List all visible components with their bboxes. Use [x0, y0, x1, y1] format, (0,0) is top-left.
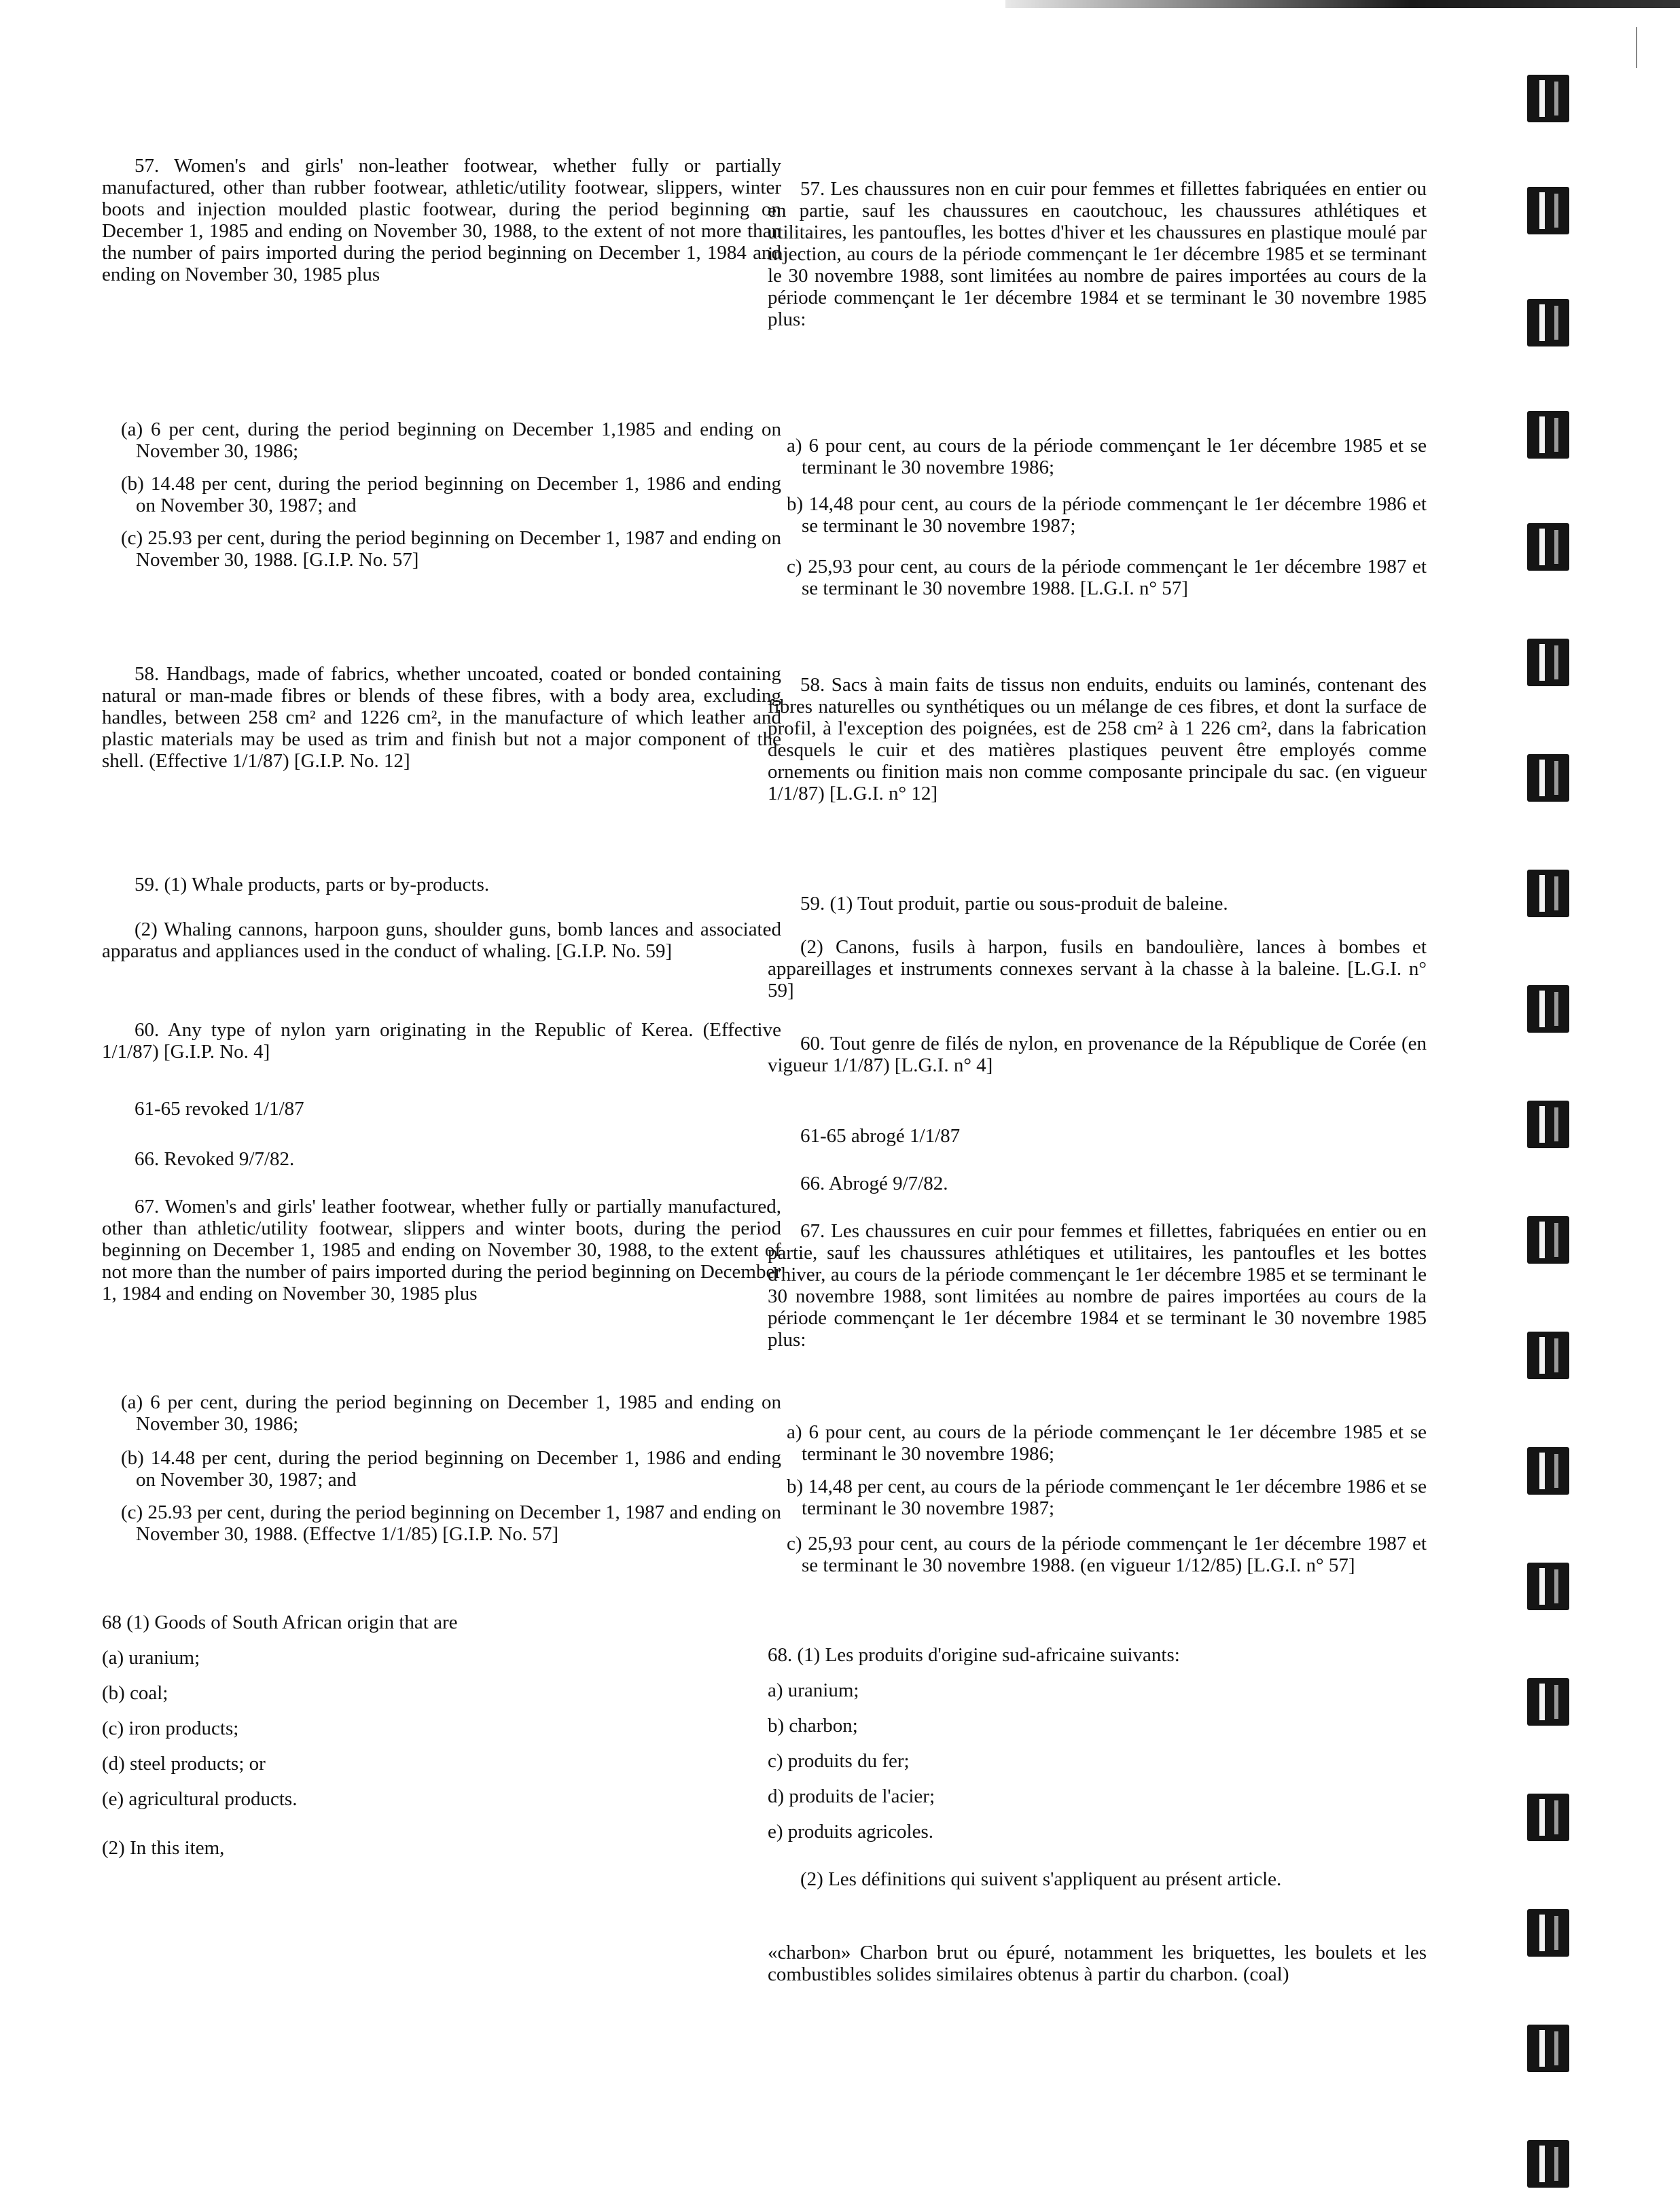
item-68-a-fr: a) uranium;: [768, 1679, 859, 1701]
item-68-2-en: (2) In this item,: [102, 1837, 225, 1859]
item-67c-en: (c) 25.93 per cent, during the period beginning on December 1, 1987 and ending on November 30, 1988. (Effectve 1/1/85) [G.I.P. No. 57]: [121, 1501, 781, 1545]
item-58-en: 58. Handbags, made of fabrics, whether uncoated, coated or bonded containing natural or man-made fibres or blends of these fibres, with a body area, excluding handles, between 258 cm² and 1226 cm², in the manufacture of which leather and plastic materials may be used as trim and finish but not a major component of the shell. (Effective 1/1/87) [G.I.P. No. 12]: [102, 663, 781, 772]
item-66-en: 66. Revoked 9/7/82.: [135, 1148, 295, 1170]
binding-ring: [1527, 1909, 1569, 1957]
binding-ring: [1527, 1447, 1569, 1495]
binding-ring: [1527, 75, 1569, 122]
item-57a-en: (a) 6 per cent, during the period beginning on December 1,1985 and ending on November 30, 1986;: [121, 419, 781, 462]
item-68-a-en: (a) uranium;: [102, 1647, 200, 1669]
binding-ring: [1527, 411, 1569, 459]
item-67-en: 67. Women's and girls' leather footwear, whether fully or partially manufactured, other than athletic/utility footwear, slippers and winter boots, during the period beginning on December 1, 1985 and ending on November 30, 1988, to the extent of not more than the number of pairs imported during the period beginning on December 1, 1984 and ending on November 30, 1985 plus: [102, 1196, 781, 1304]
item-68-1-en: 68 (1) Goods of South African origin that are: [102, 1612, 458, 1633]
item-68-1-fr: 68. (1) Les produits d'origine sud-africaine suivants:: [768, 1644, 1180, 1666]
binding-ring: [1527, 299, 1569, 346]
item-68-d-en: (d) steel products; or: [102, 1753, 266, 1775]
item-59-1-en: 59. (1) Whale products, parts or by-products.: [135, 874, 490, 895]
item-67c-fr: c) 25,93 pour cent, au cours de la période commençant le 1er décembre 1987 et se terminant le 30 novembre 1988. (en vigueur 1/12/85) [L.G.I. n° 57]: [787, 1533, 1427, 1576]
item-67b-fr: b) 14,48 per cent, au cours de la période commençant le 1er décembre 1986 et se terminant le 30 novembre 1987;: [787, 1476, 1427, 1519]
item-57b-fr: b) 14,48 pour cent, au cours de la période commençant le 1er décembre 1986 et se terminant le 30 novembre 1987;: [787, 493, 1427, 537]
binding-ring: [1527, 870, 1569, 917]
item-57a-fr: a) 6 pour cent, au cours de la période commençant le 1er décembre 1985 et se terminant le 30 novembre 1986;: [787, 435, 1427, 478]
margin-mark: [1636, 27, 1637, 68]
binding-ring: [1527, 2025, 1569, 2072]
binding-ring: [1527, 2140, 1569, 2188]
item-59-2-en: (2) Whaling cannons, harpoon guns, shoulder guns, bomb lances and associated apparatus and appliances used in the conduct of whaling. [G.I.P. No. 59]: [102, 919, 781, 962]
item-67b-en: (b) 14.48 per cent, during the period beginning on December 1, 1986 and ending on November 30, 1987; and: [121, 1447, 781, 1491]
item-57b-en: (b) 14.48 per cent, during the period beginning on December 1, 1986 and ending on November 30, 1987; and: [121, 473, 781, 516]
item-67-fr: 67. Les chaussures en cuir pour femmes et fillettes, fabriquées en entier ou en partie, sauf les chaussures athlétiques et utilitaires, les pantoufles et les bottes d'hiver, au cours de la période commençant le 1er décembre 1985 et se terminant le 30 novembre 1988, sont limitées au nombre de paires importées au cours de la période commençant le 1er décembre 1984 et se terminant le 30 novembre 1985 plus:: [768, 1220, 1427, 1351]
item-68-2-fr: (2) Les définitions qui suivent s'appliquent au présent article.: [800, 1868, 1282, 1890]
item-59-1-fr: 59. (1) Tout produit, partie ou sous-produit de baleine.: [800, 893, 1228, 914]
item-59-2-fr: (2) Canons, fusils à harpon, fusils en bandoulière, lances à bombes et appareillages et instruments connexes servant à la chasse à la baleine. [L.G.I. n° 59]: [768, 936, 1427, 1001]
binding-ring: [1527, 1794, 1569, 1841]
binding-ring: [1527, 1332, 1569, 1379]
binding-ring: [1527, 1101, 1569, 1148]
binding-ring: [1527, 985, 1569, 1033]
item-68-d-fr: d) produits de l'acier;: [768, 1785, 935, 1807]
item-68-e-fr: e) produits agricoles.: [768, 1821, 934, 1843]
binding-ring: [1527, 1563, 1569, 1610]
definition-charbon-fr: «charbon» Charbon brut ou épuré, notamment les briquettes, les boulets et les combustibles solides similaires obtenus à partir du charbon. (coal): [768, 1942, 1427, 1985]
item-61-65-fr: 61-65 abrogé 1/1/87: [800, 1125, 961, 1147]
spiral-binding: [1514, 0, 1649, 2206]
binding-ring: [1527, 187, 1569, 234]
item-57c-en: (c) 25.93 per cent, during the period beginning on December 1, 1987 and ending on November 30, 1988. [G.I.P. No. 57]: [121, 527, 781, 571]
item-57-fr: 57. Les chaussures non en cuir pour femmes et fillettes fabriquées en entier ou en partie, sauf les chaussures en caoutchouc, les chaussures athlétiques et utilitaires, les pantoufles, les bottes d'hiver et les chaussures en plastique moulé par injection, au cours de la période commençant le 1er décembre 1985 et se terminant le 30 novembre 1988, sont limitées au nombre de paires importées au cours de la période commençant le 1er décembre 1984 et se terminant le 30 novembre 1985 plus:: [768, 178, 1427, 330]
item-67a-en: (a) 6 per cent, during the period beginning on December 1, 1985 and ending on November 30, 1986;: [121, 1391, 781, 1435]
item-60-en: 60. Any type of nylon yarn originating in the Republic of Kerea. (Effective 1/1/87) [G.I.P. No. 4]: [102, 1019, 781, 1063]
item-57c-fr: c) 25,93 pour cent, au cours de la période commençant le 1er décembre 1987 et se terminant le 30 novembre 1988. [L.G.I. n° 57]: [787, 556, 1427, 599]
binding-ring: [1527, 639, 1569, 686]
item-68-b-en: (b) coal;: [102, 1682, 168, 1704]
binding-ring: [1527, 1678, 1569, 1726]
item-68-c-en: (c) iron products;: [102, 1718, 239, 1739]
item-57-en: 57. Women's and girls' non-leather footwear, whether fully or partially manufactured, other than rubber footwear, athletic/utility footwear, slippers, winter boots and injection moulded plastic footwear, during the period beginning on December 1, 1985 and ending on November 30, 1988, to the extent of not more than the number of pairs imported during the period beginning on December 1, 1984 and ending on November 30, 1985 plus: [102, 155, 781, 285]
item-68-e-en: (e) agricultural products.: [102, 1788, 298, 1810]
item-67a-fr: a) 6 pour cent, au cours de la période commençant le 1er décembre 1985 et se terminant le 30 novembre 1986;: [787, 1421, 1427, 1465]
binding-ring: [1527, 754, 1569, 802]
binding-ring: [1527, 523, 1569, 571]
item-66-fr: 66. Abrogé 9/7/82.: [800, 1173, 948, 1194]
item-68-b-fr: b) charbon;: [768, 1715, 858, 1737]
item-60-fr: 60. Tout genre de filés de nylon, en provenance de la République de Corée (en vigueur 1/1/87) [L.G.I. n° 4]: [768, 1033, 1427, 1076]
item-58-fr: 58. Sacs à main faits de tissus non enduits, enduits ou laminés, contenant des fibres naturelles ou synthétiques ou un mélange de ces fibres, et dont la surface de profil, à l'exception des poignées, est de 258 cm² à 1 226 cm², dans la fabrication desquels le cuir et des matières plastiques peuvent être employés comme ornements ou finition mais non comme composante principale du sac. (en vigueur 1/1/87) [L.G.I. n° 12]: [768, 674, 1427, 804]
item-68-c-fr: c) produits du fer;: [768, 1750, 910, 1772]
binding-ring: [1527, 1216, 1569, 1264]
item-61-65-en: 61-65 revoked 1/1/87: [135, 1098, 304, 1120]
